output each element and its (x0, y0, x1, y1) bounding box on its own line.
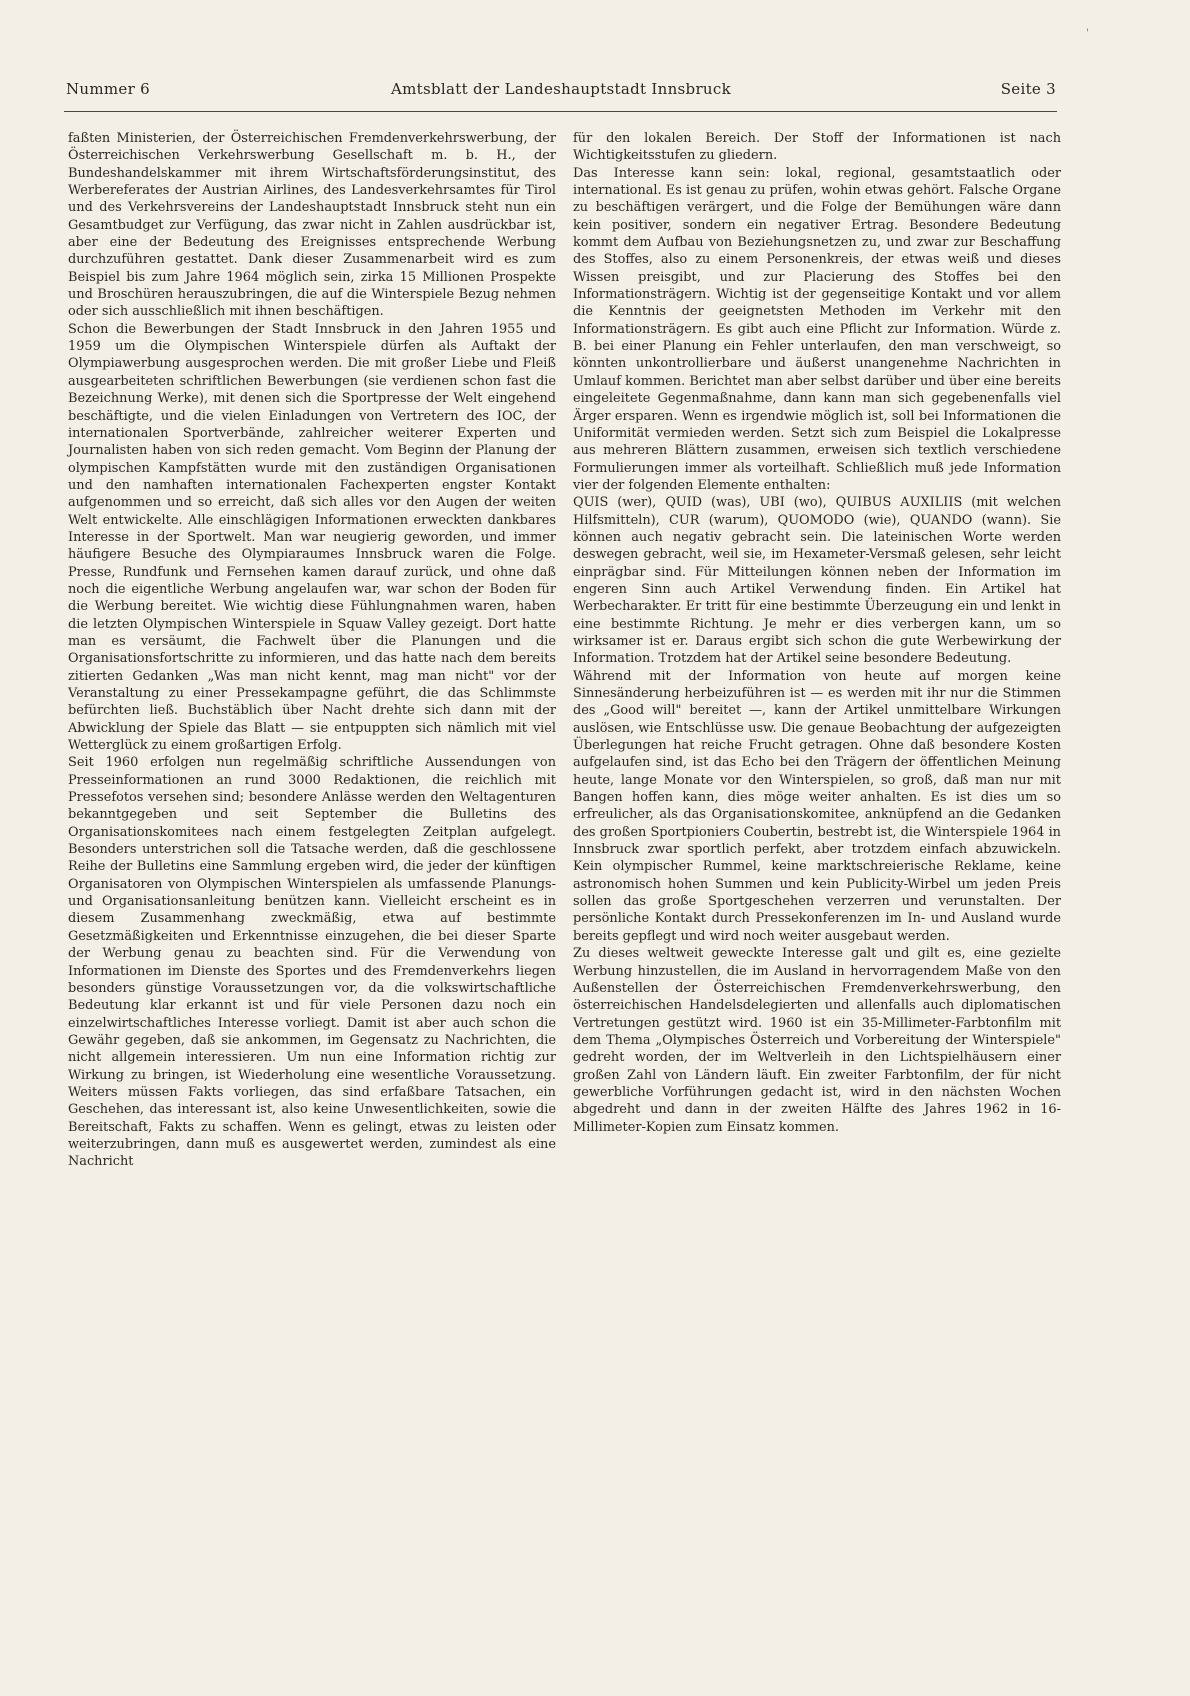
publication-title: Amtsblatt der Landeshauptstadt Innsbruck (391, 80, 731, 98)
page-header (66, 80, 1056, 104)
paragraph: Schon die Bewerbungen der Stadt Innsbruck in den Jahren 1955 und 1959 um die Olympischen Winterspiele dürfen als Auftakt der Olympiawerbung ausgesprochen werden. Die mit großer Liebe und Fleiß ausgearbeiteten schriftlichen Bewerbungen (sie verdienen schon fast die Bezeichnung Werke), mit denen sich die Sportpresse der Welt eingehend beschäftigte, und die vielen Einladungen von Vertretern des IOC, der internationalen Sportverbände, zahlreicher weiterer Experten und Journalisten haben von sich reden gemacht. Vom Beginn der Planung der olympischen Kampfstätten wurde mit den zuständigen Organisationen und den namhaften internationalen Fachexperten engster Kontakt aufgenommen und so erreicht, daß sich alles vor den Augen der weiten Welt entwickelte. Alle einschlägigen Informationen erweckten dankbares Interesse in der Sportwelt. Man war neugierig geworden, und immer häufigere Besuche des Olympiaraumes Innsbruck waren die Folge. Presse, Rundfunk und Fernsehen kamen darauf zurück, und ohne daß noch die eigentliche Werbung angelaufen war, war schon der Boden für die Werbung bereitet. Wie wichtig diese Fühlungnahmen waren, haben die letzten Olympischen Winterspiele in Squaw Valley gezeigt. Dort hatte man es versäumt, die Fachwelt über die Planungen und die Organisationsfortschritte zu informieren, und das hatte nach dem bereits zitierten Gedanken „Was man nicht kennt, mag man nicht" vor der Veranstaltung zu einer Pressekampagne geführt, die das Schlimmste befürchten ließ. Buchstäblich über Nacht drehte sich dann mit der Abwicklung der Spiele das Blatt — sie entpuppten sich nämlich mit viel Wetterglück zu einem großartigen Erfolg. (68, 321, 556, 754)
paragraph: Während mit der Information von heute auf morgen keine Sinnesänderung herbeizuführen ist — es werden mit ihr nur die Stimmen des „Good will" bereitet —, kann der Artikel unmittelbare Wirkungen auslösen, wie Entschlüsse usw. Die genaue Beobachtung der aufgezeigten Überlegungen hat reiche Frucht getragen. Ohne daß besondere Kosten aufgelaufen sind, ist das Echo bei den Trägern der öffentlichen Meinung heute, lange Monate vor den Winterspielen, so groß, daß man nur mit Bangen hoffen kann, dies möge weiter anhalten. Es ist dies um so erfreulicher, als das Organisationskomitee, anknüpfend an die Gedanken des großen Sportpioniers Coubertin, bestrebt ist, die Winterspiele 1964 in Innsbruck zwar sportlich perfekt, aber trotzdem einfach abzuwickeln. Kein olympischer Rummel, keine marktschreierische Reklame, keine astronomisch hohen Summen und kein Publicity-Wirbel um jeden Preis sollen das große Sportgeschehen verzerren und verunstalten. Der persönliche Kontakt durch Pressekonferenzen im In- und Ausland wurde bereits gepflegt und wird noch weiter ausgebaut werden. (573, 668, 1061, 944)
paragraph: Seit 1960 erfolgen nun regelmäßig schriftliche Aussendungen von Presseinformationen an rund 3000 Redaktionen, die reichlich mit Pressefotos versehen sind; besondere Anlässe werden den Weltagenturen bekanntgegeben und seit September die Bulletins des Organisationskomitees nach einem festgelegten Zeitplan aufgelegt. Besonders unterstrichen soll die Tatsache werden, daß die geschlossene Reihe der Bulletins eine Sammlung ergeben wird, die jeder der künftigen Organisatoren von Olympischen Winterspielen als umfassende Planungs- und Organisationsanleitung benützen kann. Vielleicht erscheint es in diesem Zusammenhang zweckmäßig, etwa auf bestimmte Gesetzmäßigkeiten und Erkenntnisse einzugehen, die bei dieser Sparte der Werbung genau zu beachten sind. Für die Verwendung von Informationen im Dienste des Sportes und des Fremdenverkehrs liegen besonders günstige Voraussetzungen vor, da die volkswirtschaftliche Bedeutung klar erkannt ist und für viele Personen dazu noch ein einzelwirtschaftliches Interesse vorliegt. Damit ist aber auch schon die Gewähr gegeben, daß sie ankommen, im Gegensatz zu Nachrichten, die nicht allgemein interessieren. Um nun eine Information richtig zur Wirkung zu bringen, ist Wiederholung eine wesentliche Voraussetzung. Weiters müssen Fakts vorliegen, das sind erfaßbare Tatsachen, ein Geschehen, das interessant ist, also keine Unwesentlichkeiten, sowie die Bereitschaft, Fakts zu schaffen. Wenn es gelingt, etwas zu leisten oder weiterzubringen, dann muß es ausgewertet werden, zumindest als eine Nachricht (68, 755, 556, 1170)
paragraph: Das Interesse kann sein: lokal, regional, gesamtstaatlich oder international. Es ist genau zu prüfen, wohin etwas gehört. Falsche Organe zu beschäftigen verärgert, und die Folge der Bemühungen wäre dann kein positiver, sondern ein negativer Ertrag. Besondere Bedeutung kommt dem Aufbau von Beziehungsnetzen zu, und zwar zur Beschaffung des Stoffes, also zu einem Personenkreis, der etwas weiß und dieses Wissen preisgibt, und zur Placierung des Stoffes bei den Informationsträgern. Wichtig ist der gegenseitige Kontakt und vor allem die Kenntnis der geeignetsten Methoden im Verkehr mit den Informationsträgern. Es gibt auch eine Pflicht zur Information. Würde z. B. bei einer Planung ein Fehler unterlaufen, den man verschweigt, so könnten unkontrollierbare und äußerst unangenehme Nachrichten in Umlauf kommen. Berichtet man aber selbst darüber und über eine bereits eingeleitete Gegenmaßnahme, dann kann man sich gegebenenfalls viel Ärger ersparen. Wenn es irgendwie möglich ist, soll bei Informationen die Uniformität vermieden werden. Setzt sich zum Beispiel die Lokalpresse aus mehreren Blättern zusammen, erweisen sich textlich verschiedene Formulierungen immer als vorteilhaft. Schließlich muß jede Information vier der folgenden Elemente enthalten: (573, 165, 1061, 493)
page-number: Seite 3 (1000, 80, 1056, 98)
margin-mark: ' (1086, 28, 1089, 39)
paragraph: für den lokalen Bereich. Der Stoff der Informationen ist nach Wichtigkeitsstufen zu gliedern. (573, 131, 1061, 164)
issue-number: Nummer 6 (66, 80, 150, 98)
header-rule (64, 111, 1057, 112)
paragraph: faßten Ministerien, der Österreichischen Fremdenverkehrswerbung, der Österreichischen Verkehrswerbung Gesellschaft m. b. H., der Bundeshandelskammer mit ihrem Wirtschaftsförderungsinstitut, des Werbereferates der Austrian Airlines, des Landesverkehrsamtes für Tirol und des Verkehrsvereins der Landeshauptstadt Innsbruck steht nun ein Gesamtbudget zur Verfügung, das zwar nicht in Zahlen ausdrückbar ist, aber eine der Bedeutung des Ereignisses entsprechende Werbung durchzuführen gestattet. Dank dieser Zusammenarbeit wird es zum Beispiel bis zum Jahre 1964 möglich sein, zirka 15 Millionen Prospekte und Broschüren herauszubringen, die auf die Winterspiele Bezug nehmen oder sich ausschließlich mit ihnen beschäftigen. (68, 131, 556, 320)
left-column (68, 130, 556, 1171)
right-column (573, 130, 1061, 1136)
paragraph: Zu dieses weltweit geweckte Interesse galt und gilt es, eine gezielte Werbung hinzustellen, die im Ausland in hervorragendem Maße von den Außenstellen der Österreichischen Fremdenverkehrswerbung, den österreichischen Handelsdelegierten und allenfalls auch diplomatischen Vertretungen gestützt wird. 1960 ist ein 35-Millimeter-Farbtonfilm mit dem Thema „Olympisches Österreich und Vorbereitung der Winterspiele" gedreht worden, der im Weltverleih in den Lichtspielhäusern einer großen Zahl von Ländern läuft. Ein zweiter Farbtonfilm, der für nicht gewerbliche Vorführungen gedacht ist, wird in den nächsten Wochen abgedreht und dann in der zweiten Hälfte des Jahres 1962 in 16-Millimeter-Kopien zum Einsatz kommen. (573, 946, 1061, 1135)
paragraph: QUIS (wer), QUID (was), UBI (wo), QUIBUS AUXILIIS (mit welchen Hilfsmitteln), CUR (warum), QUOMODO (wie), QUANDO (wann). Sie können auch negativ gebracht sein. Die lateinischen Worte werden deswegen gebracht, weil sie, im Hexameter-Versmaß gelesen, sehr leicht einprägbar sind. Für Mitteilungen können neben der Information im engeren Sinn auch Artikel Verwendung finden. Ein Artikel hat Werbecharakter. Er tritt für eine bestimmte Überzeugung ein und lenkt in eine bestimmte Richtung. Je mehr er dies verbergen kann, um so wirksamer ist er. Daraus ergibt sich schon die gute Werbewirkung der Information. Trotzdem hat der Artikel seine besondere Bedeutung. (573, 495, 1061, 667)
